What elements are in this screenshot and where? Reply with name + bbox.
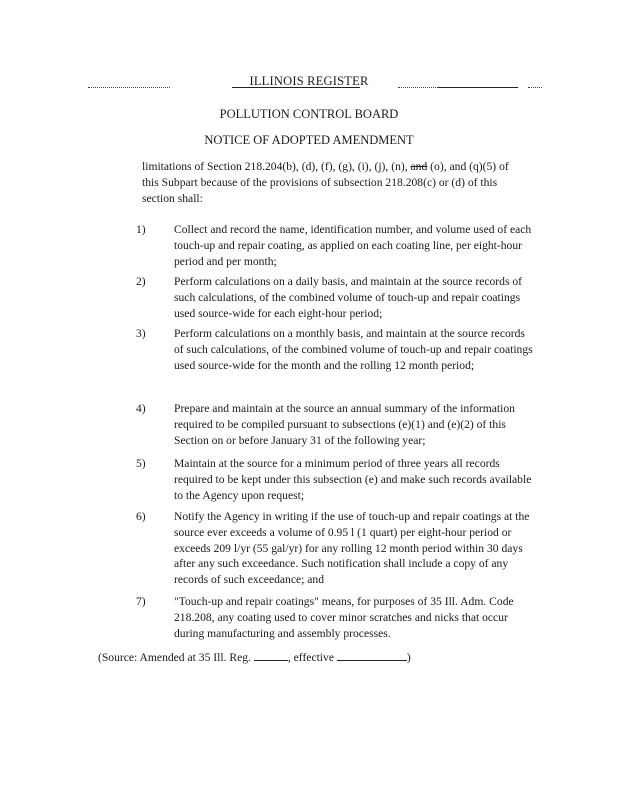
item-number: 1) xyxy=(136,223,146,236)
register-page-blank xyxy=(254,649,288,661)
intro-text-b: (o), and (q)(5) of this Subpart because of the provisions of subsection 218.208(c) or (d) of this section shall: xyxy=(142,160,509,205)
item-text: "Touch-up and repair coatings" means, for purposes of 35 Ill. Adm. Code 218.208, any coating used to cover minor scratches and nicks that occur during manufacturing and assembly processes. xyxy=(174,595,514,640)
intro-text-a: limitations of Section 218.204(b), (d), (f), (g), (i), (j), (n), xyxy=(142,160,411,173)
source-prefix: (Source: Amended at 35 Ill. Reg. xyxy=(98,651,254,664)
notice-heading: NOTICE OF ADOPTED AMENDMENT xyxy=(204,133,414,147)
item-text: Prepare and maintain at the source an annual summary of the information required to be compiled pursuant to subsections (e)(1) and (e)(2) of this Section on or before January 31 of the following year; xyxy=(174,402,515,447)
item-number: 2) xyxy=(136,275,146,288)
item-number: 5) xyxy=(136,457,146,470)
intro-strikethrough: and xyxy=(410,160,428,173)
item-text: Maintain at the source for a minimum period of three years all records required to be kept under this subsection (e) and make such records available to the Agency upon request; xyxy=(174,457,532,502)
source-suffix: ) xyxy=(406,651,411,664)
item-text: Perform calculations on a monthly basis, and maintain at the source records of such calculations, of the combined volume of touch-up and repair coatings used source-wide for the month and the rolling 12 month period; xyxy=(174,327,533,372)
item-number: 6) xyxy=(136,510,146,523)
item-text: Notify the Agency in writing if the use of touch-up and repair coatings at the source ever exceeds a volume of 0.95 l (1 quart) per eight-hour period or exceeds 209 l/yr (55 gal/yr) for any rolling 12 month period within 30 days after any such exceedance. Such notification shall include a copy of any records of such exceedance; and xyxy=(174,510,530,587)
effective-date-blank xyxy=(337,649,407,661)
source-middle: , effective xyxy=(287,651,337,664)
item-number: 3) xyxy=(136,327,146,340)
source-note xyxy=(98,649,528,666)
register-title: ILLINOIS REGISTER xyxy=(249,74,369,88)
agency-heading: POLLUTION CONTROL BOARD xyxy=(219,107,399,121)
item-number: 4) xyxy=(136,402,146,415)
item-text: Perform calculations on a daily basis, and maintain at the source records of such calculations, of the combined volume of touch-up and repair coatings used source-wide for each eight-hour period; xyxy=(174,275,523,320)
item-number: 7) xyxy=(136,595,146,608)
item-text: Collect and record the name, identification number, and volume used of each touch-up and repair coating, as applied on each coating line, per eight-hour period and per month; xyxy=(174,223,532,268)
intro-paragraph xyxy=(142,159,522,206)
